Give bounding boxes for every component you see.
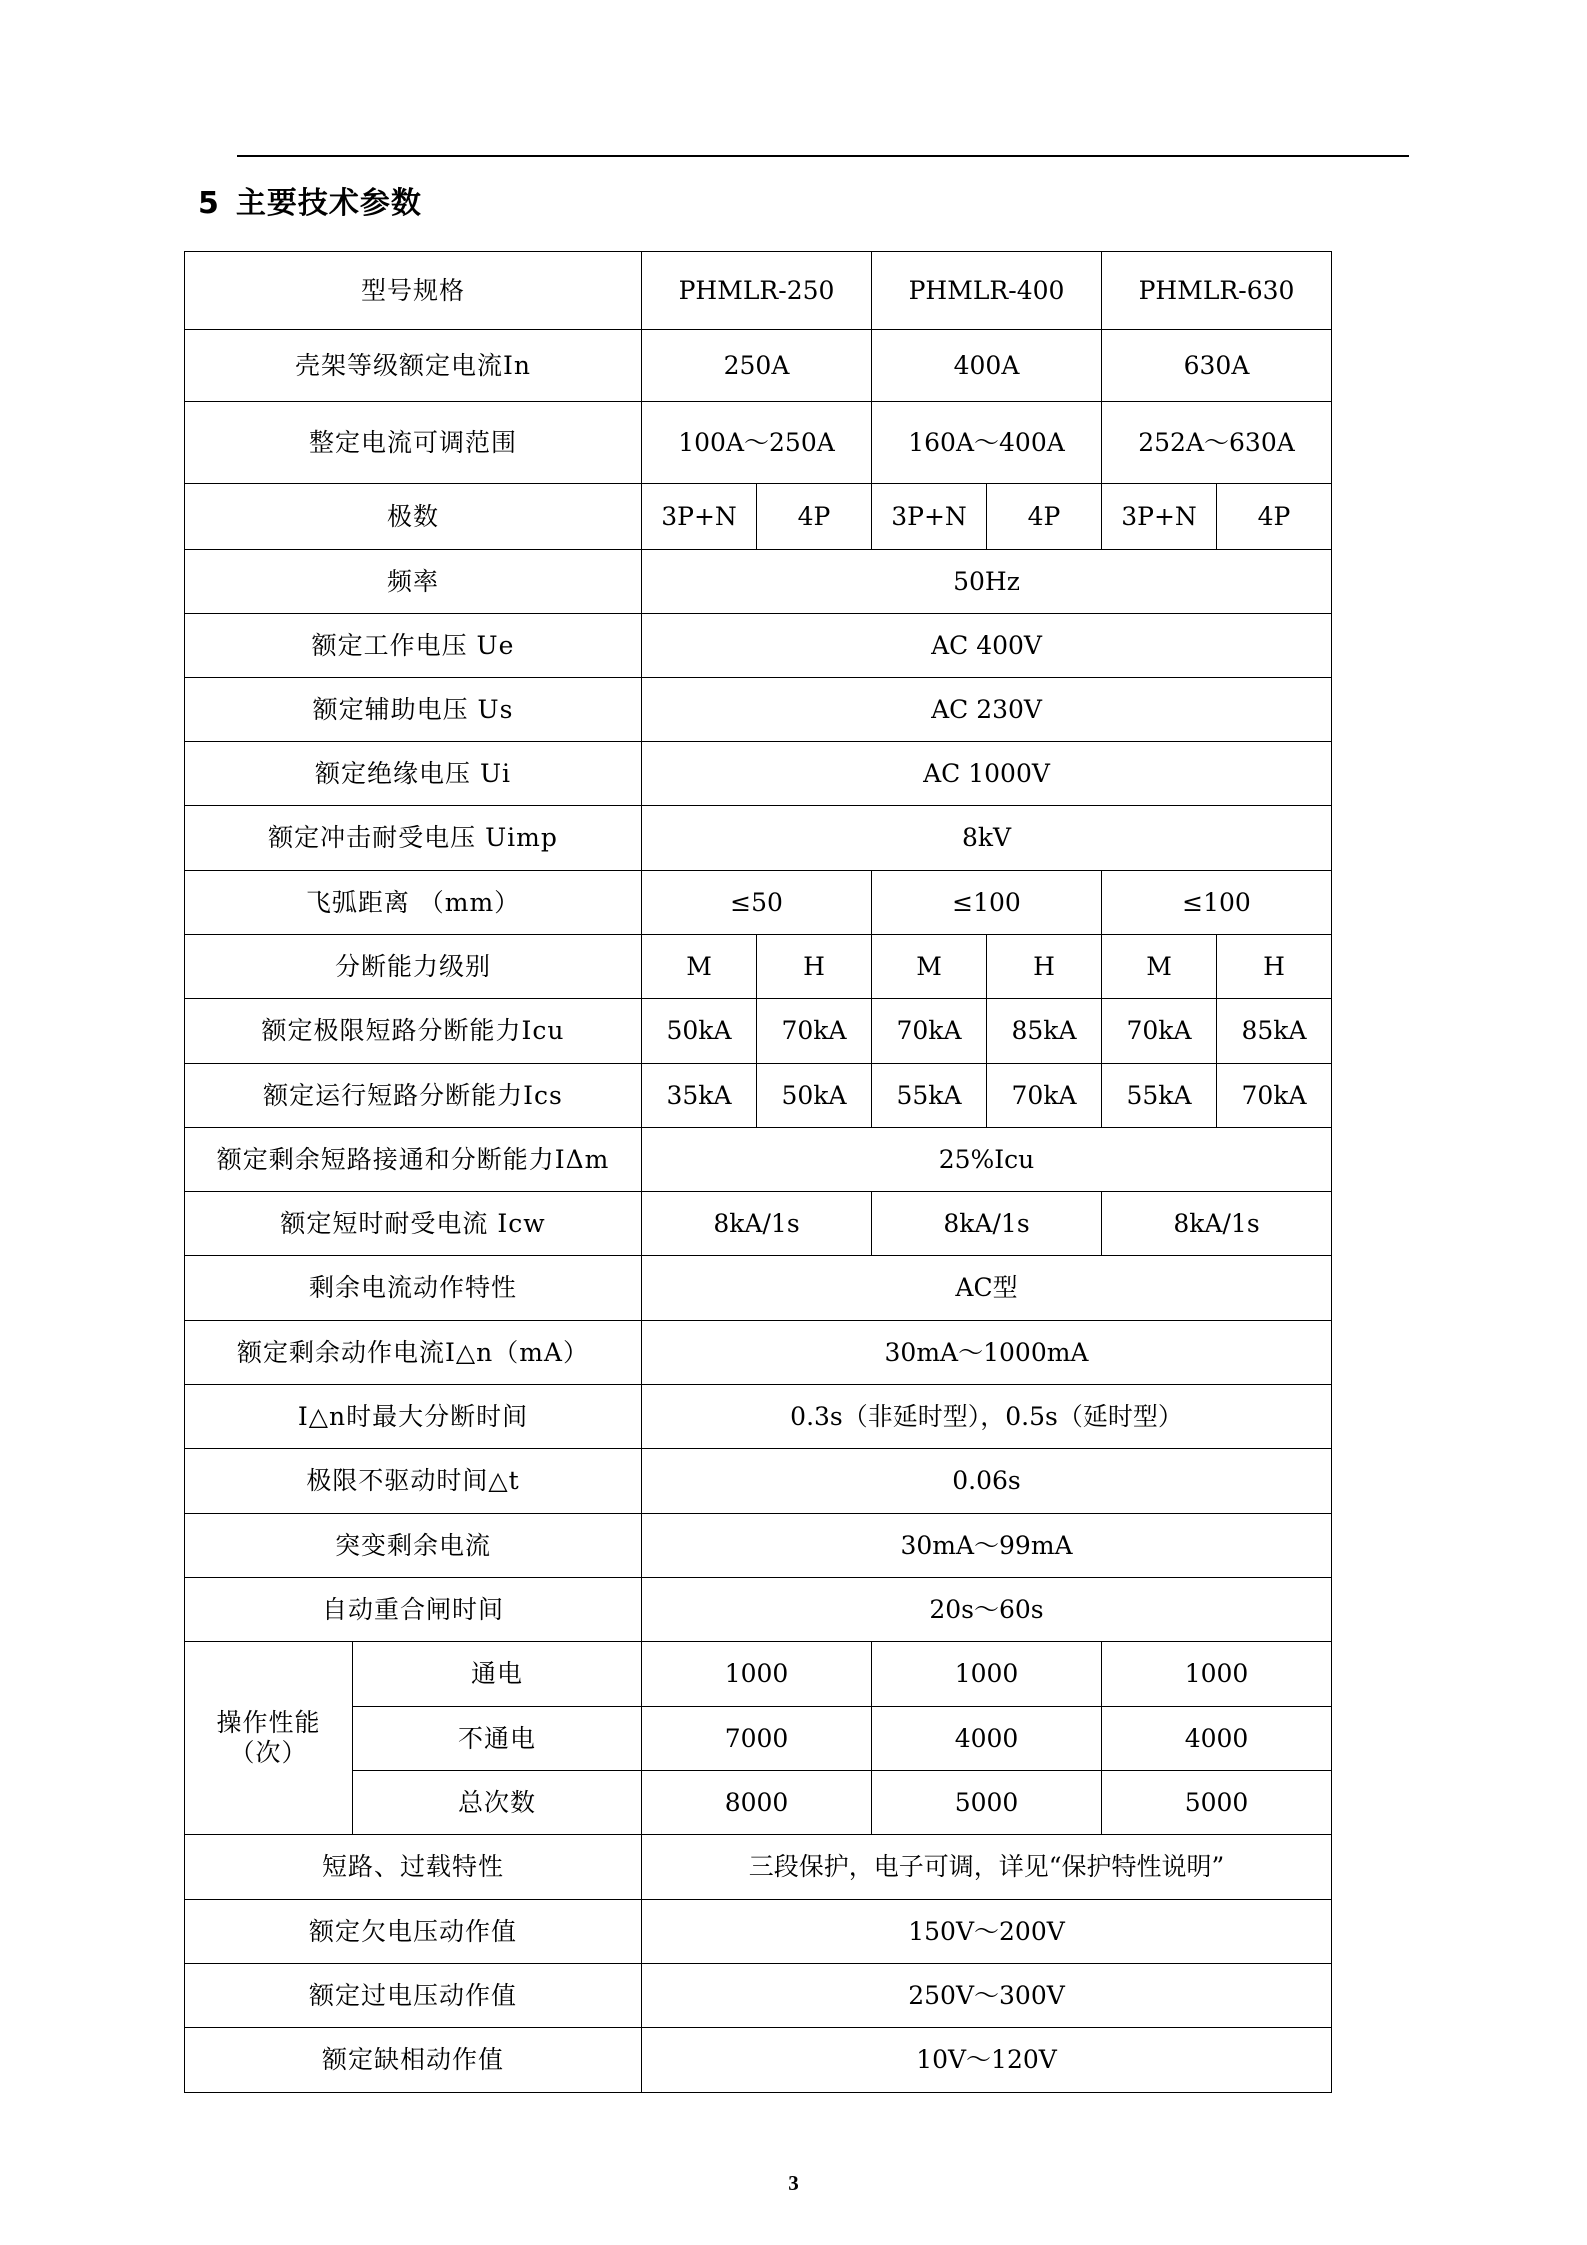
table-row (185, 1771, 1332, 1835)
value-cell: 55kA (872, 1064, 987, 1128)
row-label: 型号规格 (185, 252, 642, 330)
model-cell: PHMLR-630 (1102, 252, 1332, 330)
table-row (185, 1256, 1332, 1321)
value-cell: 55kA (1102, 1064, 1217, 1128)
table-row (185, 871, 1332, 935)
table-row (185, 1192, 1332, 1256)
row-label: 突变剩余电流 (185, 1514, 642, 1578)
row-label: 整定电流可调范围 (185, 402, 642, 484)
row-label: I△n时最大分断时间 (185, 1385, 642, 1449)
row-label: 自动重合闸时间 (185, 1578, 642, 1642)
value-cell: 8kA/1s (1102, 1192, 1332, 1256)
header-rule (237, 155, 1409, 157)
value-cell: 8kA/1s (642, 1192, 872, 1256)
value-cell: 10V～120V (642, 2028, 1332, 2093)
row-label: 额定工作电压 Ue (185, 614, 642, 678)
value-cell: 30mA～99mA (642, 1514, 1332, 1578)
table-row (185, 484, 1332, 550)
value-cell: AC 230V (642, 678, 1332, 742)
value-cell: 250V～300V (642, 1964, 1332, 2028)
value-cell: AC 1000V (642, 742, 1332, 806)
table-row (185, 1514, 1332, 1578)
operation-group-label (185, 1642, 353, 1835)
row-label: 额定极限短路分断能力Icu (185, 999, 642, 1064)
value-cell: AC型 (642, 1256, 1332, 1321)
value-cell: 100A～250A (642, 402, 872, 484)
row-label: 短路、过载特性 (185, 1835, 642, 1900)
value-cell: 8kA/1s (872, 1192, 1102, 1256)
section-title: 主要技术参数 (235, 186, 422, 221)
value-cell: 5000 (1102, 1771, 1332, 1835)
value-cell: 50Hz (642, 550, 1332, 614)
value-cell: H (1217, 935, 1332, 999)
value-cell: 70kA (757, 999, 872, 1064)
table-row (185, 1707, 1332, 1771)
value-cell: 400A (872, 330, 1102, 402)
value-cell: 85kA (987, 999, 1102, 1064)
value-cell: 8kV (642, 806, 1332, 871)
value-cell: M (1102, 935, 1217, 999)
table-row (185, 1964, 1332, 2028)
value-cell: 70kA (872, 999, 987, 1064)
table-row (185, 402, 1332, 484)
row-label: 额定冲击耐受电压 Uimp (185, 806, 642, 871)
table-row (185, 1064, 1332, 1128)
value-cell: 150V～200V (642, 1900, 1332, 1964)
row-label: 飞弧距离 （mm） (185, 871, 642, 935)
value-cell: ≤100 (1102, 871, 1332, 935)
value-cell: H (757, 935, 872, 999)
table-row (185, 1642, 1332, 1707)
value-cell: 50kA (757, 1064, 872, 1128)
section-heading (198, 178, 422, 222)
value-cell: 1000 (1102, 1642, 1332, 1707)
table-row (185, 1900, 1332, 1964)
value-cell: 3P+N (1102, 484, 1217, 550)
value-cell: 1000 (872, 1642, 1102, 1707)
model-cell: PHMLR-400 (872, 252, 1102, 330)
value-cell: 35kA (642, 1064, 757, 1128)
value-cell: 630A (1102, 330, 1332, 402)
page-number: 3 (788, 2171, 799, 2195)
table-row (185, 614, 1332, 678)
row-label: 额定欠电压动作值 (185, 1900, 642, 1964)
value-cell: 4P (987, 484, 1102, 550)
value-cell: 160A～400A (872, 402, 1102, 484)
table-row (185, 2028, 1332, 2093)
value-cell: ≤50 (642, 871, 872, 935)
value-cell: AC 400V (642, 614, 1332, 678)
value-cell: 7000 (642, 1707, 872, 1771)
table-row (185, 1385, 1332, 1449)
value-cell: 70kA (987, 1064, 1102, 1128)
row-label: 频率 (185, 550, 642, 614)
row-label: 剩余电流动作特性 (185, 1256, 642, 1321)
table-row (185, 1321, 1332, 1385)
table-row (185, 935, 1332, 999)
row-label: 额定剩余动作电流I△n（mA） (185, 1321, 642, 1385)
row-label: 额定缺相动作值 (185, 2028, 642, 2093)
value-cell: 252A～630A (1102, 402, 1332, 484)
row-label: 额定短时耐受电流 Icw (185, 1192, 642, 1256)
value-cell: 4P (757, 484, 872, 550)
row-label: 分断能力级别 (185, 935, 642, 999)
value-cell: 5000 (872, 1771, 1102, 1835)
value-cell: 3P+N (872, 484, 987, 550)
table-row (185, 999, 1332, 1064)
row-label: 极限不驱动时间△t (185, 1449, 642, 1514)
value-cell: H (987, 935, 1102, 999)
value-cell: 8000 (642, 1771, 872, 1835)
row-label: 额定运行短路分断能力Ics (185, 1064, 642, 1128)
value-cell: 4000 (1102, 1707, 1332, 1771)
value-cell: 4000 (872, 1707, 1102, 1771)
row-label: 额定辅助电压 Us (185, 678, 642, 742)
row-label: 通电 (353, 1642, 642, 1707)
table-row (185, 330, 1332, 402)
table-row (185, 1128, 1332, 1192)
value-cell: 1000 (642, 1642, 872, 1707)
table-row (185, 1835, 1332, 1900)
value-cell: 4P (1217, 484, 1332, 550)
value-cell: 50kA (642, 999, 757, 1064)
table-row (185, 1578, 1332, 1642)
value-cell: 70kA (1217, 1064, 1332, 1128)
value-cell: M (872, 935, 987, 999)
table-row (185, 550, 1332, 614)
row-label: 额定过电压动作值 (185, 1964, 642, 2028)
table-row (185, 806, 1332, 871)
row-label: 总次数 (353, 1771, 642, 1835)
value-cell: 250A (642, 330, 872, 402)
value-cell: 25%Icu (642, 1128, 1332, 1192)
value-cell: 85kA (1217, 999, 1332, 1064)
row-label: 额定剩余短路接通和分断能力IΔm (185, 1128, 642, 1192)
value-cell: 30mA～1000mA (642, 1321, 1332, 1385)
table-row (185, 742, 1332, 806)
table-row (185, 252, 1332, 330)
row-label: 壳架等级额定电流In (185, 330, 642, 402)
section-number: 5 (198, 186, 220, 221)
value-cell: 0.06s (642, 1449, 1332, 1514)
value-cell: 0.3s（非延时型），0.5s（延时型） (642, 1385, 1332, 1449)
value-cell: 70kA (1102, 999, 1217, 1064)
row-label: 极数 (185, 484, 642, 550)
operation-label-line2: （次） (229, 1738, 308, 1767)
operation-label-line1: 操作性能 (216, 1708, 321, 1737)
value-cell: 20s～60s (642, 1578, 1332, 1642)
value-cell: 3P+N (642, 484, 757, 550)
row-label: 额定绝缘电压 Ui (185, 742, 642, 806)
value-cell: ≤100 (872, 871, 1102, 935)
value-cell: 三段保护，电子可调，详见“保护特性说明” (642, 1835, 1332, 1900)
value-cell: M (642, 935, 757, 999)
row-label: 不通电 (353, 1707, 642, 1771)
table-row (185, 1449, 1332, 1514)
spec-table (184, 251, 1332, 2093)
table-row (185, 678, 1332, 742)
model-cell: PHMLR-250 (642, 252, 872, 330)
